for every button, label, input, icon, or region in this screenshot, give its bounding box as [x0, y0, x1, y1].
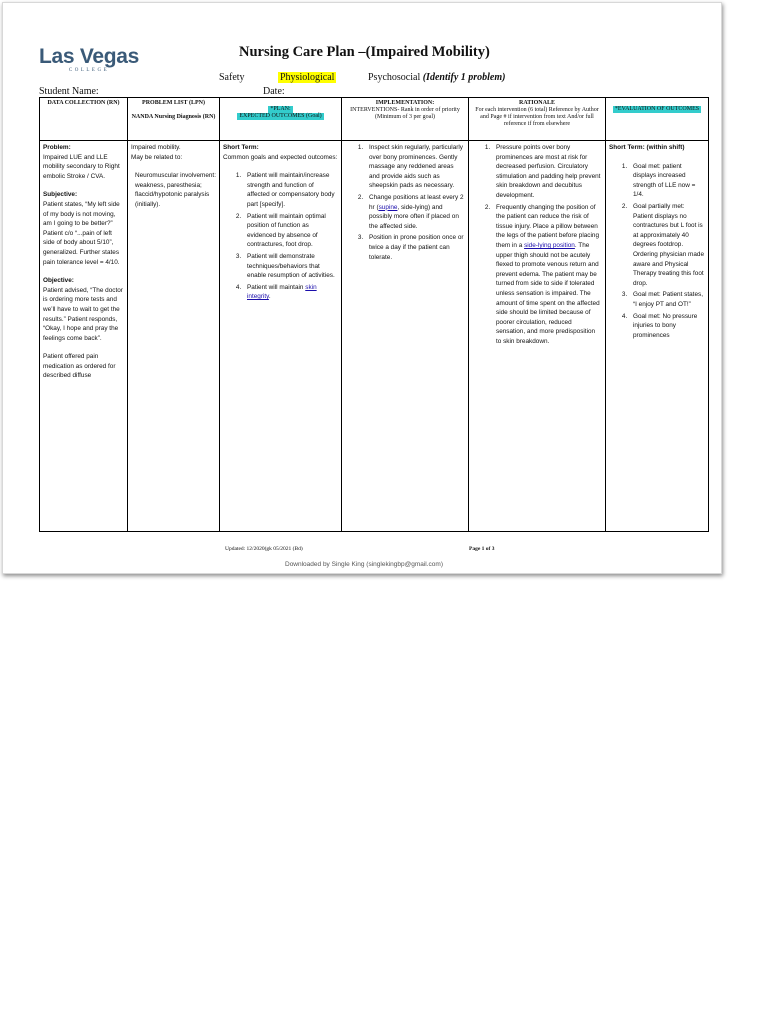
cell-implementation [342, 141, 469, 532]
objective-text: Patient advised, “The doctor is ordering more tests and we’ll have to wait to get the results.” Patient responds, “Okay, I hope and pray the feelings come back”. [43, 286, 123, 342]
list-item: 1. Pressure points over bony prominences are most at risk for decreased perfusion. Circulatory stimulation and padding help prevent skin breakdown and decubitus development. [492, 143, 602, 201]
objective-text-continued: Patient offered pain medication as ordered for described diffuse [43, 353, 116, 380]
cell-problem-list [128, 141, 220, 532]
footer-page-number: Page 1 of 3 [469, 546, 495, 552]
list-item: 3. Goal met: Patient states, “I enjoy PT and OT!” [629, 290, 705, 309]
header-interventions: INTERVENTIONS- Rank in order of priority [350, 107, 460, 113]
supine-link[interactable]: supine [378, 203, 398, 211]
header-data-collection: DATA COLLECTION (RN) [40, 98, 128, 141]
objective-heading: Objective: [43, 277, 74, 285]
header-rationale-sub: For each intervention (6 total) Reference by Author and Page # if intervention from text And/or full reference if from elsewhere [475, 107, 599, 127]
list-item: 4. Patient will maintain skin integrity. [243, 283, 338, 302]
list-item: 3. Position in prone position once or twice a day if the patient can tolerate. [365, 233, 465, 262]
header-evaluation [606, 98, 709, 141]
problem-list-detail: Neuromuscular involvement: weakness, paresthesia; flaccid/hypotonic paralysis (initially). [135, 172, 216, 208]
subjective-heading: Subjective: [43, 191, 78, 199]
college-logo [39, 47, 139, 73]
cell-plan [220, 141, 342, 532]
category-physiological: Physiological [280, 72, 335, 83]
intervention-list [345, 143, 465, 262]
side-lying-position-link[interactable]: side-lying position [524, 241, 575, 249]
category-psychosocial-label: Psychosocial [368, 72, 421, 83]
skin-integrity-link[interactable]: skin integrity [247, 283, 317, 301]
table-header-row [40, 98, 709, 141]
header-minimum: (Minimum of 3 per goal) [375, 114, 435, 120]
table-row [40, 141, 709, 532]
cell-evaluation [606, 141, 709, 532]
list-item: 2. Goal partially met: Patient displays no contractures but L foot is at approximately 40 degrees footdrop. Ordering physician made aware and Physical Therapy treating this foot drop. [629, 202, 705, 288]
list-item: 2. Patient will maintain optimal position of function as evidenced by absence of contractures, foot drop. [243, 212, 338, 250]
list-item: 2. Change positions at least every 2 hr (supine, side-lying) and possibly more often if placed on the affected side. [365, 193, 465, 231]
logo-main-text: Las Vegas [39, 45, 140, 68]
plan-intro: Common goals and expected outcomes: [223, 153, 338, 161]
list-item: 1. Goal met: patient displays increased strength of LLE now = 1/4. [629, 162, 705, 200]
problem-text: Impaired LUE and LLE mobility secondary to Right embolic Stroke / CVA. [43, 153, 120, 180]
list-item: 4. Goal met: No pressure injuries to bony prominences [629, 312, 705, 341]
document-title: Nursing Care Plan –(Impaired Mobility) [239, 44, 490, 60]
header-nanda: NANDA Nursing Diagnosis (RN) [131, 114, 216, 120]
problem-list-line: Impaired mobility. [131, 144, 181, 151]
list-item: 2. Frequently changing the position of the patient can reduce the risk of tissue injury. Place a pillow between the legs of the patient before placing them in a side-lying position. The upper thigh should not be acutely flexed to promote venous return and prevent edema. The patient may be turned from side to side if tolerated unless sensation is impaired. The amount of time spent on the affected side should be limited because of poorer circulation, reduced sensation, and more predisposition to skin breakdown. [492, 203, 602, 347]
header-expected-outcomes: EXPECTED OUTCOMES (Goal) [239, 113, 322, 119]
list-item: 1. Inspect skin regularly, particularly over bony prominences. Gently massage any reddened areas and provide aids such as sheepskin pads as necessary. [365, 143, 465, 191]
student-name-label: Student Name: [39, 86, 99, 97]
problem-heading: Problem: [43, 144, 71, 151]
footer-updated: Updated: 12/2020(gk 05/2021 (Bd) [225, 546, 303, 552]
category-psychosocial [368, 72, 505, 83]
header-plan-label: *PLAN: [270, 106, 291, 112]
care-plan-table [39, 97, 709, 532]
header-problem-list: PROBLEM LIST (LPN) NANDA Nursing Diagnosis (RN) [128, 98, 220, 141]
rationale-list [472, 143, 602, 346]
list-item: 1. Patient will maintain/increase strength and function of affected or compensatory body part [specify]. [243, 171, 338, 209]
downloaded-by-notice: Downloaded by Single King (singlekingbp@gmail.com) [285, 561, 443, 568]
header-implementation: IMPLEMENTATION: INTERVENTIONS- Rank in order of priority (Minimum of 3 per goal) [342, 98, 469, 141]
header-plan [220, 98, 342, 141]
evaluation-list [609, 162, 705, 341]
category-safety: Safety [219, 72, 245, 83]
date-label: Date: [263, 86, 285, 97]
list-item: 3. Patient will demonstrate techniques/behaviors that enable resumption of activities. [243, 252, 338, 281]
document-page [2, 2, 722, 574]
cell-rationale [469, 141, 606, 532]
plan-goal-list [223, 171, 338, 302]
logo-sub-text: COLLEGE [68, 68, 110, 73]
subjective-text: Patient states, “My left side of my body is not moving, am I going to be better?” Patient c/o “...pain of left side of body about 5/10”, generalized. Further states pain tolerance level = 4/10. [43, 200, 120, 266]
plan-short-term-heading: Short Term: [223, 144, 259, 151]
evaluation-short-term-heading: Short Term: (within shift) [609, 144, 685, 151]
problem-list-line: May be related to: [131, 153, 183, 161]
cell-data-collection [40, 141, 128, 532]
header-rationale: RATIONALE For each intervention (6 total) Reference by Author and Page # if intervention from text And/or full reference if from elsewhere [469, 98, 606, 141]
header-evaluation-label: *EVALUATION OF OUTCOMES [614, 106, 700, 112]
category-identify-note: (Identify 1 problem) [422, 72, 506, 83]
